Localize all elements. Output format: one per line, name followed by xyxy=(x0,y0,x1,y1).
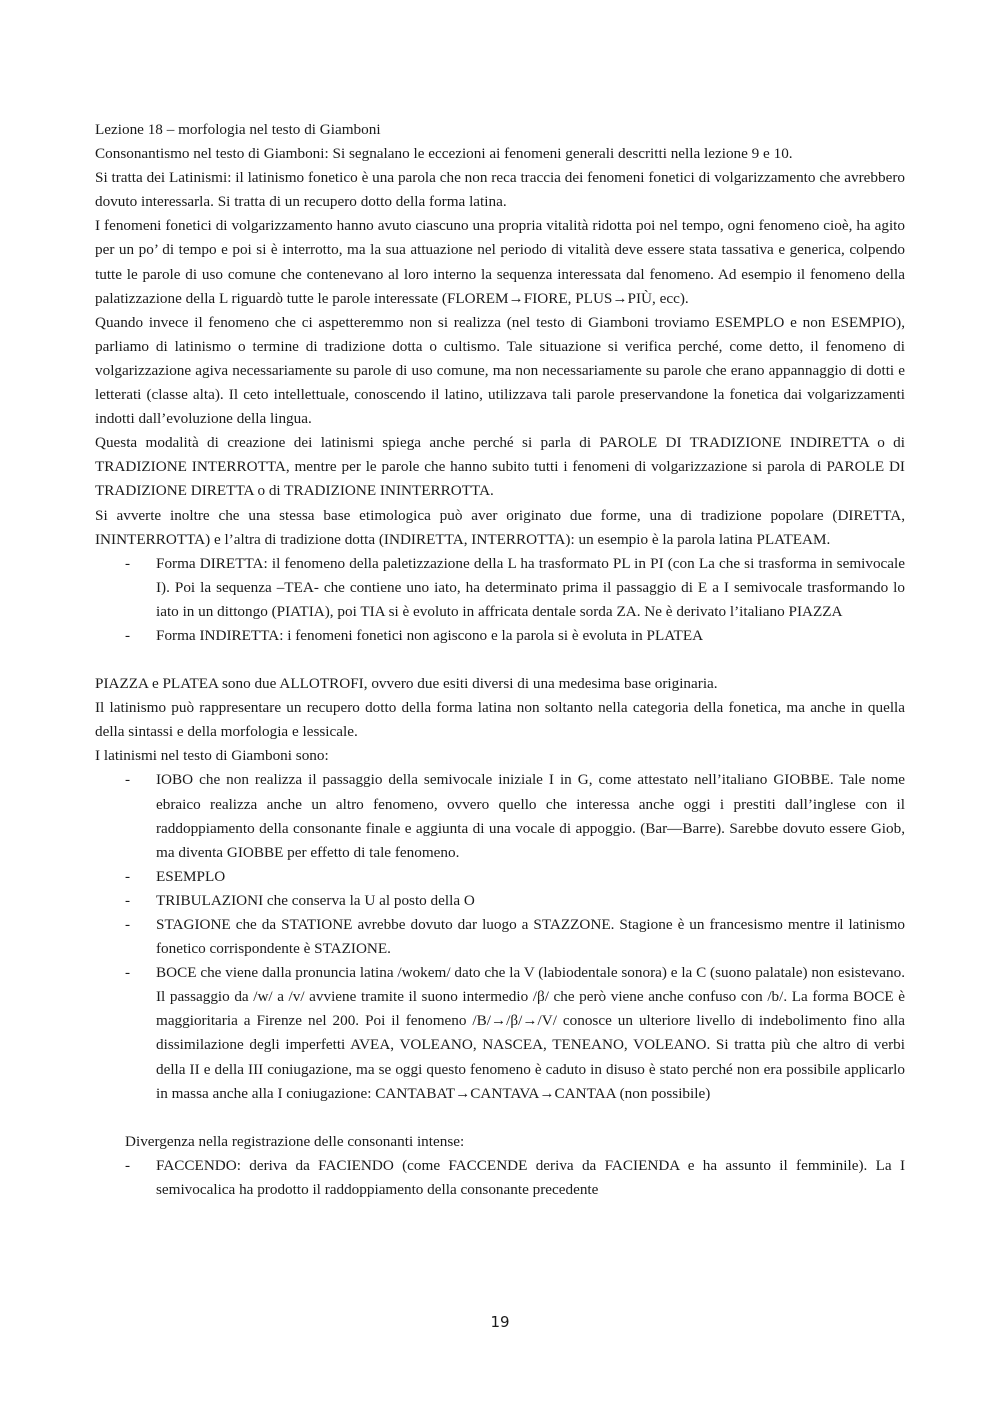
paragraph: Consonantismo nel testo di Giamboni: Si segnalano le eccezioni ai fenomeni generali descritti nella lezione 9 e 10. xyxy=(95,145,793,163)
list-item: - ESEMPLO xyxy=(95,865,905,889)
spacer xyxy=(95,1106,905,1130)
list-item: - Forma DIRETTA: il fenomeno della paletizzazione della L ha trasformato PL in PI (con La che si trasforma in semivocale I). Poi la sequenza –TEA- che contiene uno iato, ha determinato prima il passaggio di E a I semivocale trasformando lo iato in un dittongo (PIATIA), poi TIA si è evoluto in affricata dentale sorda ZA. Ne è derivato l’italiano PIAZZA xyxy=(95,552,905,624)
paragraph: Divergenza nella registrazione delle consonanti intense: xyxy=(125,1132,465,1150)
forms-list xyxy=(95,552,905,648)
paragraph: Si tratta dei Latinismi: il latinismo fonetico è una parola che non reca traccia dei fenomeni fonetici di volgarizzamento che avrebbero dovuto interessarla. Si tratta di un recupero dotto della forma latina. xyxy=(95,169,905,211)
paragraph: Quando invece il fenomeno che ci aspetteremmo non si realizza (nel testo di Giamboni troviamo ESEMPLO e non ESEMPIO), parliamo di latinismo o termine di tradizione dotta o cultismo. Tale situazione si verifica perché, come detto, il fenomeno di volgarizzazione agiva necessariamente su parole di uso comune, ma non necessariamente su parole che erano appannaggio di dotti e letterati (classe alta). Il ceto intellettuale, conoscendo il latino, utilizzava tali parole preservandone la fonetica dai volgarizzamenti indotti dall’evoluzione della lingua. xyxy=(95,313,905,428)
lesson-title: Lezione 18 – morfologia nel testo di Giamboni xyxy=(95,121,381,138)
paragraph: I fenomeni fonetici di volgarizzamento hanno avuto ciascuno una propria vitalità ridotta poi nel tempo, ogni fenomeno cioè, ha agito per un po’ di tempo e poi si è interrotto, ma la sua attuazione nel periodo di vitalità deve essere stata tassativa e generica, colpendo tutte le parole di uso comune che contenevano al loro interno la sequenza interessata dal fenomeno. Ad esempio il fenomeno della palatizzazione della L riguardò tutte le parole interessate (FLOREM→FIORE, PLUS→PIÙ, ecc). xyxy=(95,217,905,307)
paragraph: PIAZZA e PLATEA sono due ALLOTROFI, ovvero due esiti diversi di una medesima base originaria. xyxy=(95,675,718,693)
paragraph: I latinismi nel testo di Giamboni sono: xyxy=(95,747,329,765)
paragraph: Questa modalità di creazione dei latinismi spiega anche perché si parla di PAROLE DI TRADIZIONE INDIRETTA o di TRADIZIONE INTERROTTA, mentre per le parole che hanno subito tutti i fenomeni di volgarizzazione si parola di PAROLE DI TRADIZIONE DIRETTA o di TRADIZIONE ININTERROTTA. xyxy=(95,434,905,500)
page-number: 19 xyxy=(490,1313,510,1331)
list-item: - IOBO che non realizza il passaggio della semivocale iniziale I in G, come attestato nell’italiano GIOBBE. Tale nome ebraico realizza anche un altro fenomeno, ovvero quello che interessa anche oggi i prestiti dall’inglese con il raddoppiamento della consonante finale e aggiunta di una vocale di appoggio. (Bar—Barre). Sarebbe dovuto essere Giob, ma diventa GIOBBE per effetto di tale fenomeno. xyxy=(95,768,905,864)
list-item: - FACCENDO: deriva da FACIENDO (come FACCENDE deriva da FACIENDA e ha assunto il femminile). La I semivocalica ha prodotto il raddoppiamento della consonante precedente xyxy=(95,1154,905,1202)
page-body xyxy=(95,118,905,1202)
paragraph: Il latinismo può rappresentare un recupero dotto della forma latina non soltanto nella categoria della fonetica, ma anche in quella della sintassi e della morfologia e lessicale. xyxy=(95,699,905,741)
list-item: - STAGIONE che da STATIONE avrebbe dovuto dar luogo a STAZZONE. Stagione è un francesismo mentre il latinismo fonetico corrispondente è STAZIONE. xyxy=(95,913,905,961)
latinisms-list xyxy=(95,768,905,1105)
list-item: - TRIBULAZIONI che conserva la U al posto della O xyxy=(95,889,905,913)
paragraph: Si avverte inoltre che una stessa base etimologica può aver originato due forme, una di tradizione popolare (DIRETTA, ININTERROTTA) e l’altra di tradizione dotta (INDIRETTA, INTERROTTA): un esempio è la parola latina PLATEAM. xyxy=(95,506,905,548)
spacer xyxy=(95,648,905,672)
intense-consonants-list xyxy=(95,1154,905,1202)
list-item: - BOCE che viene dalla pronuncia latina /wokem/ dato che la V (labiodentale sonora) e la C (suono palatale) non esistevano. Il passaggio da /w/ a /v/ avviene tramite il suono intermedio /β/ che però viene anche confuso con /b/. La forma BOCE è maggioritaria a Firenze nel 200. Poi il fenomeno /B/→/β/→/V/ conosce un ulteriore livello di indebolimento fino alla dissimilazione degli imperfetti AVEA, VOLEANO, NASCEA, TENEANO, VOLEANO. Si tratta più che altro di verbi della II e della III coniugazione, ma se oggi questo fenomeno è caduto in disuso è stato perché non era possibile applicarlo in massa anche alla I coniugazione: CANTABAT→CANTAVA→CANTAA (non possibile) xyxy=(95,961,905,1106)
list-item: - Forma INDIRETTA: i fenomeni fonetici non agiscono e la parola si è evoluta in PLATEA xyxy=(95,624,905,648)
